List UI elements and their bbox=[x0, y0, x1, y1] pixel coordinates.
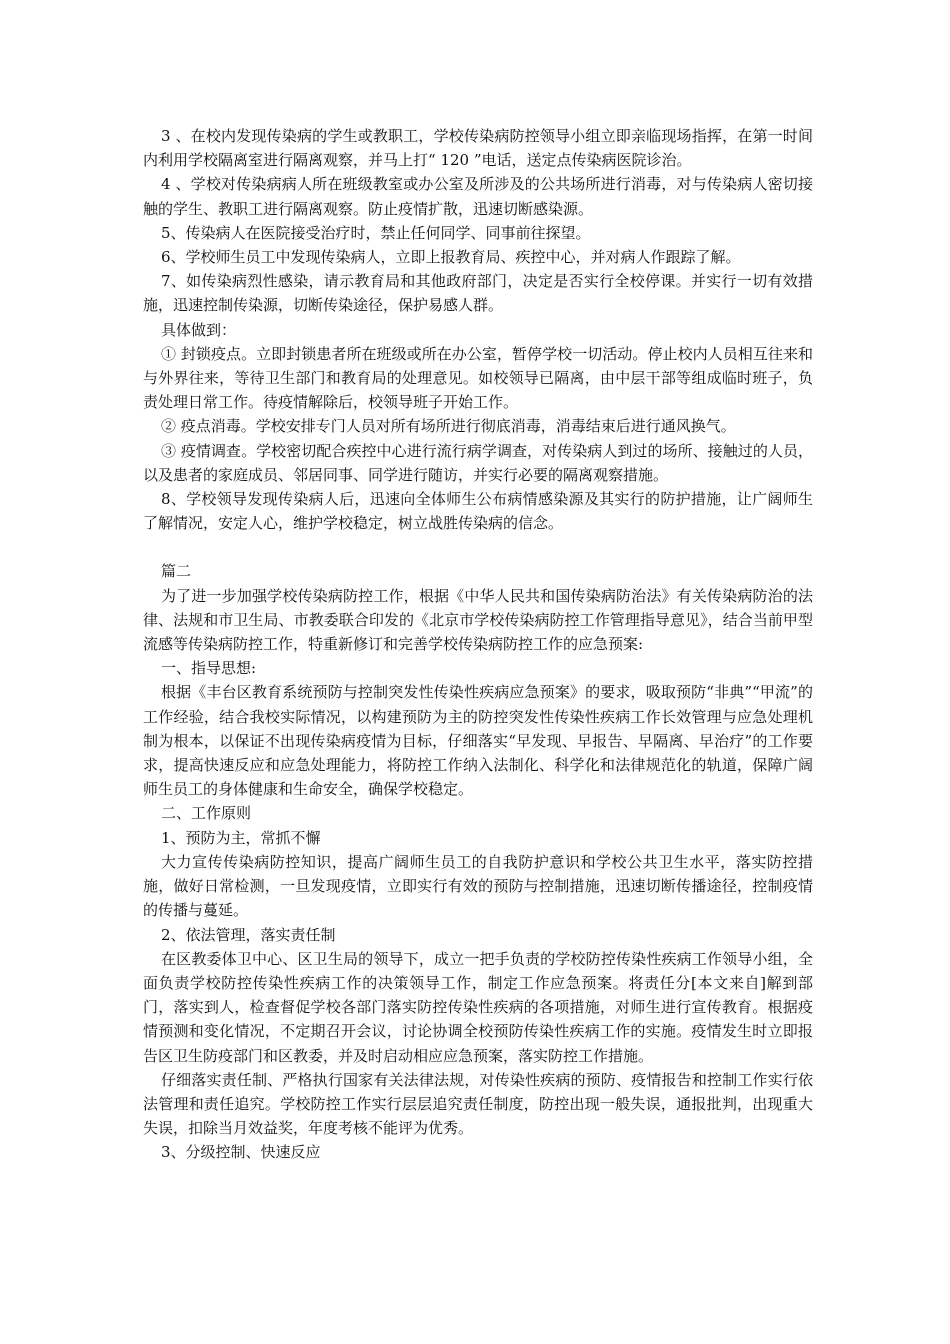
paragraph-principle-2a: 在区教委体卫中心、区卫生局的领导下，成立一把手负责的学校防控传染性疾病工作领导小组，全面负责学校防控传染性疾病工作的决策领导工作，制定工作应急预案。将责任分[本文来自]解到部门，落实到人，检查督促学校各部门落实防控传染性疾病的各项措施，对师生进行宣传教育。根据疫情预测和变化情况，不定期召开会议，讨论协调全校预防传染性疾病工作的实施。疫情发生时立即报告区卫生防疫部门和区教委，并及时启动相应应急预案，落实防控工作措施。 bbox=[143, 949, 813, 1065]
paragraph-guiding-thought: 根据《丰台区教育系统预防与控制突发性传染性疾病应急预案》的要求，吸取预防“非典”“甲流”的工作经验，结合我校实际情况，以构建预防为主的防控突发性传染性疾病工作长效管理与应急处理机制为根本，以保证不出现传染病疫情为目标，仔细落实“早发现、早报告、早隔离、早治疗”的工作要求，提高快速反应和应急处理能力，将防控工作纳入法制化、科学化和法律规范化的轨道，保障广阔师生员工的身体健康和生命安全，确保学校稳定。 bbox=[143, 683, 813, 799]
paragraph-measure-2: ② 疫点消毒。学校安排专门人员对所有场所进行彻底消毒，消毒结束后进行通风换气。 bbox=[161, 417, 736, 436]
heading-principle-3: 3、分级控制、快速反应 bbox=[161, 1143, 321, 1162]
heading-principle-2: 2、依法管理，落实责任制 bbox=[161, 925, 336, 944]
paragraph-principle-2b: 仔细落实责任制、严格执行国家有关法律法规，对传染性疾病的预防、疫情报告和控制工作实行依法管理和责任追究。学校防控工作实行层层追究责任制度，防控出现一般失误，通报批判，出现重大失误，扣除当月效益奖，年度考核不能评为优秀。 bbox=[143, 1070, 813, 1138]
paragraph-item-4: 4 、学校对传染病病人所在班级教室或办公室及所涉及的公共场所进行消毒，对与传染病人密切接触的学生、教职工进行隔离观察。防止疫情扩散，迅速切断感染源。 bbox=[143, 175, 813, 218]
heading-principle-1: 1、预防为主，常抓不懈 bbox=[161, 828, 321, 847]
paragraph-intro: 为了进一步加强学校传染病防控工作，根据《中华人民共和国传染病防治法》有关传染病防治的法律、法规和市卫生局、市教委联合印发的《北京市学校传染病防控工作管理指导意见》，结合当前甲型流感等传染病防控工作，特重新修订和完善学校传染病防控工作的应急预案: bbox=[143, 586, 813, 654]
paragraph-item-8: 8、学校领导发现传染病人后，迅速向全体师生公布病情感染源及其实行的防护措施，让广阔师生了解情况，安定人心，维护学校稳定，树立战胜传染病的信念。 bbox=[143, 490, 813, 533]
paragraph-item-7: 7、如传染病烈性感染，请示教育局和其他政府部门，决定是否实行全校停课。并实行一切有效措施，迅速控制传染源，切断传染途径，保护易感人群。 bbox=[143, 272, 813, 315]
section-heading: 篇二 bbox=[161, 562, 192, 581]
heading-work-principles: 二、工作原则 bbox=[161, 804, 252, 823]
paragraph-specific-measures: 具体做到： bbox=[161, 320, 237, 339]
paragraph-item-6: 6、学校师生员工中发现传染病人，立即上报教育局、疾控中心，并对病人作跟踪了解。 bbox=[161, 248, 741, 267]
paragraph-measure-3: ③ 疫情调查。学校密切配合疾控中心进行流行病学调查，对传染病人到过的场所、接触过的人员，以及患者的家庭成员、邻居同事、同学进行随访，并实行必要的隔离观察措施。 bbox=[143, 441, 813, 484]
section-spacer bbox=[143, 535, 813, 559]
paragraph-item-5: 5、传染病人在医院接受治疗时，禁止任何同学、同事前往探望。 bbox=[161, 223, 591, 242]
paragraph-principle-1: 大力宣传传染病防控知识，提高广阔师生员工的自我防护意识和学校公共卫生水平，落实防控措施，做好日常检测，一旦发现疫情，立即实行有效的预防与控制措施，迅速切断传播途径，控制疫情的传播与蔓延。 bbox=[143, 852, 813, 920]
heading-guiding-thought: 一、指导思想: bbox=[161, 659, 257, 678]
paragraph-item-3: 3 、在校内发现传染病的学生或教职工，学校传染病防控领导小组立即亲临现场指挥，在第一时间内利用学校隔离室进行隔离观察，并马上打“ 120 ”电话，送定点传染病医院诊治。 bbox=[143, 127, 813, 170]
document-body bbox=[143, 124, 813, 1165]
paragraph-measure-1: ① 封锁疫点。立即封锁患者所在班级或所在办公室，暂停学校一切活动。停止校内人员相互往来和与外界往来，等待卫生部门和教育局的处理意见。如校领导已隔离，由中层干部等组成临时班子，负责处理日常工作。待疫情解除后，校领导班子开始工作。 bbox=[143, 344, 813, 412]
